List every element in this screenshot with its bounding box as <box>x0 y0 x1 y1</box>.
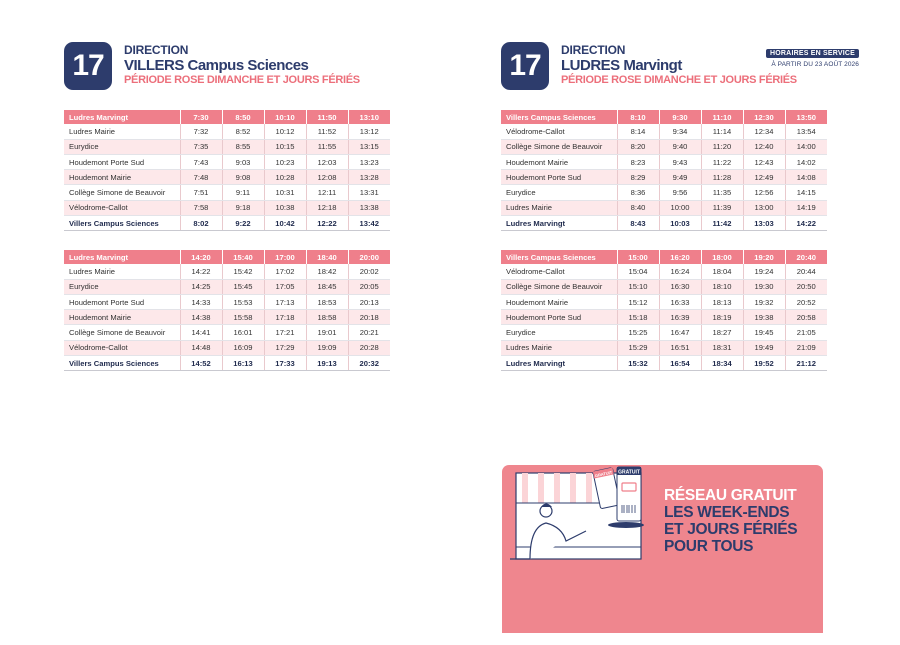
stop-name: Houdemont Porte Sud <box>501 170 617 185</box>
promo-line-1: RÉSEAU GRATUIT <box>664 487 797 504</box>
service-badge: HORAIRES EN SERVICE <box>766 49 859 58</box>
stop-name: Ludres Mairie <box>501 200 617 215</box>
departure-time: 8:23 <box>617 154 659 169</box>
departure-time: 17:33 <box>264 356 306 371</box>
departure-time: 8:55 <box>222 139 264 154</box>
departure-time: 15:53 <box>222 294 264 309</box>
stop-name: Vélodrome-Callot <box>64 340 180 355</box>
departure-time: 13:38 <box>348 200 390 215</box>
panel-header <box>64 40 390 96</box>
stop-name: Villers Campus Sciences <box>64 216 180 231</box>
departure-time: 16:39 <box>659 310 701 325</box>
departure-time: 20:58 <box>785 310 827 325</box>
departure-time: 9:22 <box>222 216 264 231</box>
departure-time: 7:48 <box>180 170 222 185</box>
departure-time: 17:05 <box>264 279 306 294</box>
timetable-row <box>501 279 827 294</box>
stop-name: Eurydice <box>64 279 180 294</box>
stop-name: Ludres Mairie <box>64 264 180 279</box>
stop-name: Houdemont Porte Sud <box>501 310 617 325</box>
departure-time: 8:36 <box>617 185 659 200</box>
departure-time: 18:27 <box>701 325 743 340</box>
departure-time: 19:52 <box>743 356 785 371</box>
departure-time: 16:33 <box>659 294 701 309</box>
departure-time: 17:18 <box>264 310 306 325</box>
departure-time: 13:31 <box>348 185 390 200</box>
departure-time: 13:54 <box>785 124 827 139</box>
departure-time: 12:34 <box>743 124 785 139</box>
departure-time: 19:09 <box>306 340 348 355</box>
timetable-row <box>501 294 827 309</box>
promo-line-3: ET JOURS FÉRIÉS <box>664 521 798 538</box>
departure-time: 9:34 <box>659 124 701 139</box>
departure-time: 15:18 <box>617 310 659 325</box>
timetable-row <box>501 340 827 355</box>
departure-time: 15:10 <box>617 279 659 294</box>
stop-name: Eurydice <box>501 185 617 200</box>
departure-time: 9:11 <box>222 185 264 200</box>
departure-time: 18:42 <box>306 264 348 279</box>
departure-time: 20:02 <box>348 264 390 279</box>
departure-time: 13:15 <box>348 139 390 154</box>
promo-line-2: LES WEEK-ENDS <box>664 504 790 521</box>
departure-time: 17:02 <box>264 264 306 279</box>
stop-name: Collège Simone de Beauvoir <box>64 325 180 340</box>
departure-time: 10:38 <box>264 200 306 215</box>
departure-time: 15:32 <box>617 356 659 371</box>
departure-time: 8:52 <box>222 124 264 139</box>
departure-time: 15:12 <box>617 294 659 309</box>
departure-time: 18:34 <box>701 356 743 371</box>
departure-time: 8:43 <box>617 216 659 231</box>
direction-label: DIRECTION <box>561 43 626 57</box>
timetable-row <box>64 154 390 169</box>
departure-time: 18:04 <box>701 264 743 279</box>
departure-time: 11:10 <box>701 110 743 124</box>
departure-time: 19:38 <box>743 310 785 325</box>
departure-time: 9:43 <box>659 154 701 169</box>
departure-time: 9:40 <box>659 139 701 154</box>
departure-time: 14:15 <box>785 185 827 200</box>
promo-line-4: POUR TOUS <box>664 538 754 555</box>
departure-time: 10:12 <box>264 124 306 139</box>
departure-time: 11:39 <box>701 200 743 215</box>
departure-time: 15:45 <box>222 279 264 294</box>
departure-time: 16:54 <box>659 356 701 371</box>
timetable-header-row <box>501 250 827 264</box>
departure-time: 14:38 <box>180 310 222 325</box>
departure-time: 19:20 <box>743 250 785 264</box>
departure-time: 11:22 <box>701 154 743 169</box>
panel-direction-ludres <box>501 40 859 368</box>
departure-time: 9:30 <box>659 110 701 124</box>
free-network-promo <box>502 465 823 633</box>
stop-name: Houdemont Mairie <box>64 310 180 325</box>
departure-time: 14:25 <box>180 279 222 294</box>
departure-time: 9:18 <box>222 200 264 215</box>
departure-time: 14:41 <box>180 325 222 340</box>
timetable-row <box>64 356 390 371</box>
departure-time: 8:50 <box>222 110 264 124</box>
departure-time: 7:58 <box>180 200 222 215</box>
stop-name: Houdemont Mairie <box>501 154 617 169</box>
departure-time: 7:30 <box>180 110 222 124</box>
departure-time: 11:14 <box>701 124 743 139</box>
promo-message <box>664 487 797 555</box>
departure-time: 12:43 <box>743 154 785 169</box>
departure-time: 15:40 <box>222 250 264 264</box>
departure-time: 14:00 <box>785 139 827 154</box>
timetable-row <box>64 170 390 185</box>
departure-time: 19:24 <box>743 264 785 279</box>
ticket-label-back: GRATUIT <box>594 469 613 479</box>
stop-name: Vélodrome-Callot <box>64 200 180 215</box>
departure-time: 18:10 <box>701 279 743 294</box>
stop-name: Ludres Mairie <box>64 124 180 139</box>
departure-time: 18:31 <box>701 340 743 355</box>
departure-time: 18:40 <box>306 250 348 264</box>
timetable-row <box>501 185 827 200</box>
timetable-row <box>64 139 390 154</box>
departure-time: 15:42 <box>222 264 264 279</box>
timetable-header-row <box>64 250 390 264</box>
departure-time: 11:52 <box>306 124 348 139</box>
departure-time: 16:47 <box>659 325 701 340</box>
departure-time: 10:42 <box>264 216 306 231</box>
ticket-label: GRATUIT <box>618 469 640 476</box>
departure-time: 21:09 <box>785 340 827 355</box>
departure-time: 9:03 <box>222 154 264 169</box>
timetable-row <box>64 185 390 200</box>
departure-time: 21:12 <box>785 356 827 371</box>
departure-time: 20:52 <box>785 294 827 309</box>
departure-time: 13:50 <box>785 110 827 124</box>
departure-time: 13:10 <box>348 110 390 124</box>
departure-time: 10:28 <box>264 170 306 185</box>
timetable-row <box>64 325 390 340</box>
timetable-row <box>64 279 390 294</box>
departure-time: 16:09 <box>222 340 264 355</box>
departure-time: 18:13 <box>701 294 743 309</box>
departure-time: 15:00 <box>617 250 659 264</box>
departure-time: 14:19 <box>785 200 827 215</box>
departure-time: 17:21 <box>264 325 306 340</box>
stop-name: Ludres Marvingt <box>501 356 617 371</box>
line-number-badge: 17 <box>501 42 549 90</box>
departure-time: 13:42 <box>348 216 390 231</box>
timetable-row <box>501 356 827 371</box>
stop-name: Eurydice <box>64 139 180 154</box>
stop-name: Vélodrome-Callot <box>501 124 617 139</box>
stop-name: Ludres Marvingt <box>501 216 617 231</box>
stop-name: Vélodrome-Callot <box>501 264 617 279</box>
departure-time: 10:03 <box>659 216 701 231</box>
departure-time: 16:51 <box>659 340 701 355</box>
departure-time: 18:45 <box>306 279 348 294</box>
departure-time: 8:02 <box>180 216 222 231</box>
departure-time: 17:29 <box>264 340 306 355</box>
departure-time: 15:29 <box>617 340 659 355</box>
departure-time: 13:00 <box>743 200 785 215</box>
departure-time: 12:56 <box>743 185 785 200</box>
stop-name: Houdemont Porte Sud <box>64 154 180 169</box>
departure-time: 19:13 <box>306 356 348 371</box>
departure-time: 12:08 <box>306 170 348 185</box>
person-holding-free-tickets-illustration <box>508 465 658 565</box>
timetable-row <box>64 310 390 325</box>
departure-time: 8:40 <box>617 200 659 215</box>
departure-time: 11:55 <box>306 139 348 154</box>
departure-time: 20:28 <box>348 340 390 355</box>
departure-time: 15:58 <box>222 310 264 325</box>
departure-time: 7:32 <box>180 124 222 139</box>
departure-time: 16:01 <box>222 325 264 340</box>
departure-time: 20:32 <box>348 356 390 371</box>
stop-name: Collège Simone de Beauvoir <box>64 185 180 200</box>
departure-time: 11:42 <box>701 216 743 231</box>
stop-name: Collège Simone de Beauvoir <box>501 279 617 294</box>
departure-time: 16:20 <box>659 250 701 264</box>
timetable-row <box>64 294 390 309</box>
departure-time: 8:29 <box>617 170 659 185</box>
departure-time: 14:08 <box>785 170 827 185</box>
departure-time: 9:08 <box>222 170 264 185</box>
timetable-row <box>501 264 827 279</box>
departure-time: 10:10 <box>264 110 306 124</box>
departure-time: 20:18 <box>348 310 390 325</box>
departure-time: 7:35 <box>180 139 222 154</box>
departure-time: 7:51 <box>180 185 222 200</box>
departure-time: 10:23 <box>264 154 306 169</box>
stop-name: Villers Campus Sciences <box>501 110 617 124</box>
departure-time: 17:00 <box>264 250 306 264</box>
departure-time: 13:28 <box>348 170 390 185</box>
timetable-morning <box>501 110 827 231</box>
departure-time: 19:45 <box>743 325 785 340</box>
departure-time: 14:02 <box>785 154 827 169</box>
departure-time: 16:30 <box>659 279 701 294</box>
departure-time: 8:14 <box>617 124 659 139</box>
timetable-row <box>64 264 390 279</box>
direction-label: DIRECTION <box>124 43 189 57</box>
departure-time: 20:40 <box>785 250 827 264</box>
timetable-header-row <box>64 110 390 124</box>
timetable-row <box>501 325 827 340</box>
departure-time: 16:24 <box>659 264 701 279</box>
departure-time: 18:00 <box>701 250 743 264</box>
period-label: PÉRIODE ROSE DIMANCHE ET JOURS FÉRIÉS <box>124 74 360 86</box>
direction-destination: VILLERS Campus Sciences <box>124 57 309 74</box>
departure-time: 10:15 <box>264 139 306 154</box>
departure-time: 21:05 <box>785 325 827 340</box>
departure-time: 14:52 <box>180 356 222 371</box>
departure-time: 14:20 <box>180 250 222 264</box>
departure-time: 20:50 <box>785 279 827 294</box>
departure-time: 11:50 <box>306 110 348 124</box>
stop-name: Eurydice <box>501 325 617 340</box>
departure-time: 20:00 <box>348 250 390 264</box>
departure-time: 8:10 <box>617 110 659 124</box>
departure-time: 14:22 <box>785 216 827 231</box>
timetable-row <box>501 310 827 325</box>
departure-time: 12:40 <box>743 139 785 154</box>
timetable-afternoon <box>501 250 827 371</box>
timetable-row <box>64 216 390 231</box>
timetable-row <box>501 139 827 154</box>
departure-time: 12:49 <box>743 170 785 185</box>
timetable-row <box>64 124 390 139</box>
stop-name: Houdemont Porte Sud <box>64 294 180 309</box>
departure-time: 16:13 <box>222 356 264 371</box>
departure-time: 9:56 <box>659 185 701 200</box>
timetable-row <box>501 124 827 139</box>
timetable-header-row <box>501 110 827 124</box>
departure-time: 14:33 <box>180 294 222 309</box>
timetable-row <box>64 340 390 355</box>
departure-time: 14:48 <box>180 340 222 355</box>
stop-name: Ludres Mairie <box>501 340 617 355</box>
departure-time: 12:30 <box>743 110 785 124</box>
timetable-row <box>501 154 827 169</box>
departure-time: 20:13 <box>348 294 390 309</box>
departure-time: 13:03 <box>743 216 785 231</box>
timetable-row <box>64 200 390 215</box>
departure-time: 20:21 <box>348 325 390 340</box>
departure-time: 19:01 <box>306 325 348 340</box>
stop-name: Villers Campus Sciences <box>64 356 180 371</box>
departure-time: 12:03 <box>306 154 348 169</box>
departure-time: 15:25 <box>617 325 659 340</box>
stop-name: Collège Simone de Beauvoir <box>501 139 617 154</box>
stop-name: Ludres Marvingt <box>64 110 180 124</box>
departure-time: 12:22 <box>306 216 348 231</box>
timetable-morning <box>64 110 390 231</box>
timetable-row <box>501 216 827 231</box>
period-label: PÉRIODE ROSE DIMANCHE ET JOURS FÉRIÉS <box>561 74 797 86</box>
departure-time: 20:05 <box>348 279 390 294</box>
departure-time: 20:44 <box>785 264 827 279</box>
departure-time: 19:49 <box>743 340 785 355</box>
departure-time: 18:53 <box>306 294 348 309</box>
departure-time: 11:20 <box>701 139 743 154</box>
service-info <box>766 42 859 68</box>
departure-time: 18:19 <box>701 310 743 325</box>
stop-name: Houdemont Mairie <box>64 170 180 185</box>
departure-time: 12:18 <box>306 200 348 215</box>
timetable-afternoon <box>64 250 390 371</box>
departure-time: 11:28 <box>701 170 743 185</box>
departure-time: 12:11 <box>306 185 348 200</box>
timetable-row <box>501 170 827 185</box>
timetable-row <box>501 200 827 215</box>
departure-time: 7:43 <box>180 154 222 169</box>
departure-time: 8:20 <box>617 139 659 154</box>
departure-time: 9:49 <box>659 170 701 185</box>
stop-name: Ludres Marvingt <box>64 250 180 264</box>
departure-time: 13:12 <box>348 124 390 139</box>
departure-time: 10:31 <box>264 185 306 200</box>
stop-name: Villers Campus Sciences <box>501 250 617 264</box>
departure-time: 11:35 <box>701 185 743 200</box>
departure-time: 15:04 <box>617 264 659 279</box>
panel-header <box>501 40 859 96</box>
departure-time: 17:13 <box>264 294 306 309</box>
departure-time: 13:23 <box>348 154 390 169</box>
departure-time: 19:32 <box>743 294 785 309</box>
panel-direction-villers <box>64 40 390 368</box>
direction-destination: LUDRES Marvingt <box>561 57 682 74</box>
line-number-badge: 17 <box>64 42 112 90</box>
stop-name: Houdemont Mairie <box>501 294 617 309</box>
service-start-date: À PARTIR DU 23 AOÛT 2026 <box>771 61 859 68</box>
departure-time: 14:22 <box>180 264 222 279</box>
departure-time: 10:00 <box>659 200 701 215</box>
departure-time: 19:30 <box>743 279 785 294</box>
departure-time: 18:58 <box>306 310 348 325</box>
